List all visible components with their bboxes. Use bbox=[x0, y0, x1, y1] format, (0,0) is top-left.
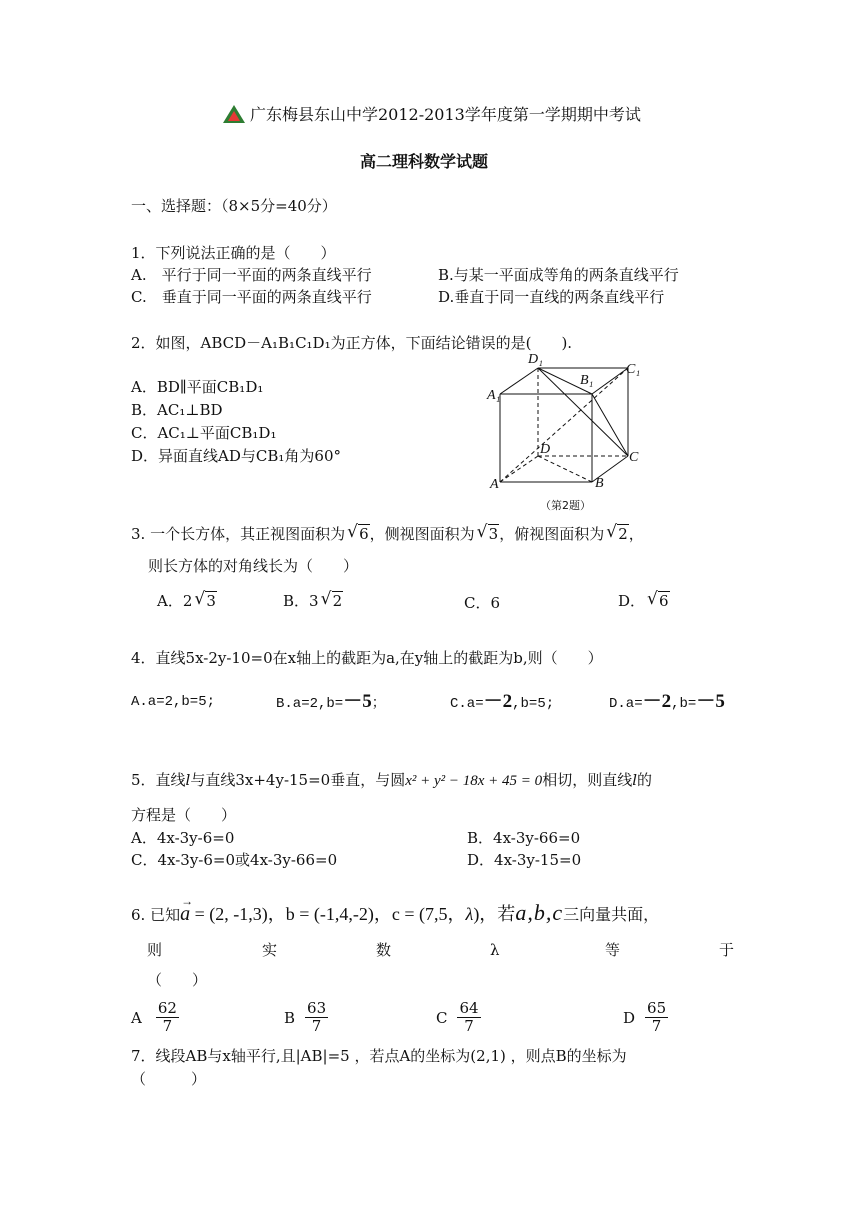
label-c: C bbox=[629, 450, 639, 465]
label-a1: A₁ bbox=[487, 388, 501, 403]
q7-line2: （ ） bbox=[131, 1070, 207, 1088]
q3-text-3: ，俯视图面积为 bbox=[499, 525, 605, 543]
sqrt-2: √ 2 bbox=[606, 522, 628, 543]
q7-stem: 7．线段AB与x轴平行,且|AB|=5 ，若点A的坐标为(2,1) ，则点B的坐标为 bbox=[131, 1047, 627, 1065]
q3-line2: 则长方体的对角线长为（ ） bbox=[148, 557, 359, 575]
q6-line2-w1: 实 bbox=[262, 941, 278, 959]
page-title: 高二理科数学试题 bbox=[360, 152, 489, 171]
q4-option-c: C.a=－2,b=5; bbox=[450, 691, 555, 712]
q2-option-d: D．异面直线AD与CB₁角为60° bbox=[131, 447, 341, 465]
school-exam-title: 广东梅县东山中学2012-2013学年度第一学期期中考试 bbox=[250, 105, 641, 124]
q6-option-d: D $\frac{65}{7}$ bbox=[623, 999, 667, 1035]
q2-stem: 2．如图，ABCD－A₁B₁C₁D₁为正方体，下面结论错误的是( ). bbox=[131, 334, 573, 352]
q3-option-b: B．3 √ 2 bbox=[283, 589, 343, 610]
q3-text-2: ，侧视图面积为 bbox=[369, 525, 475, 543]
label-d1: D₁ bbox=[528, 352, 543, 367]
q3-option-d: D． √ 6 bbox=[618, 589, 669, 610]
q1-option-d: D.垂直于同一直线的两条直线平行 bbox=[438, 288, 665, 306]
q1-stem: 1．下列说法正确的是（ ） bbox=[131, 244, 336, 262]
sqrt-3: √ 3 bbox=[476, 522, 499, 543]
q6-line2-w4: 等 bbox=[605, 941, 621, 959]
q4-stem: 4．直线5x-2y-10=0在x轴上的截距为a,在y轴上的截距为b,则（ ） bbox=[131, 649, 603, 667]
q3-option-c: C．6 bbox=[464, 594, 501, 612]
q5-option-b: B．4x-3y-66=0 bbox=[467, 829, 581, 847]
q5-option-c: C．4x-3y-6=0或4x-3y-66=0 bbox=[131, 851, 338, 869]
q6-line2-w5: 于 bbox=[719, 941, 735, 959]
q3-stem: 3. 一个长方体，其正视图面积为 √ 6，侧视图面积为 √ 3，俯视图面积为 √ 2， bbox=[131, 522, 644, 543]
q6-line2-w0: 则 bbox=[147, 941, 163, 959]
q1-option-c: C. 垂直于同一平面的两条直线平行 bbox=[131, 288, 372, 306]
q6-stem: 6. 已知→ a = (2, -1,3)，b = (-1,4,-2)，c = (7,5，λ)，若a,b,c三向量共面， bbox=[131, 903, 659, 925]
label-b1: B₁ bbox=[580, 373, 594, 388]
label-d: D bbox=[540, 442, 551, 457]
q5-line2: 方程是（ ） bbox=[131, 806, 237, 824]
q1-option-a: A. 平行于同一平面的两条直线平行 bbox=[131, 266, 372, 284]
section-title: 一、选择题：（8×5分=40分） bbox=[131, 197, 337, 215]
q6-line2-w2: 数 bbox=[376, 941, 392, 959]
q6-option-b: B $\frac{63}{7}$ bbox=[284, 999, 327, 1035]
q5-option-d: D．4x-3y-15=0 bbox=[467, 851, 582, 869]
q4-option-b: B.a=2,b=－5； bbox=[276, 691, 386, 712]
q5-stem: 5．直线l与直线3x+4y-15=0垂直，与圆x² + y² − 18x + 45 = 0相切，则直线l的 bbox=[131, 771, 653, 789]
figure-caption: （第2题） bbox=[540, 499, 591, 512]
label-c1: C₁ bbox=[626, 362, 641, 377]
q3-text-1: 3. 一个长方体，其正视图面积为 bbox=[131, 525, 346, 543]
q6-line3: （ ） bbox=[147, 971, 208, 989]
q3-option-a: A．2 √ 3 bbox=[157, 589, 216, 610]
q6-option-a: A $\frac{62}{7}$ bbox=[131, 999, 177, 1035]
q2-option-a: A．BD∥平面CB₁D₁ bbox=[131, 378, 264, 396]
q2-option-b: B．AC₁⊥BD bbox=[131, 401, 223, 419]
label-a: A bbox=[490, 477, 499, 492]
q6-line2-w3: λ bbox=[490, 941, 500, 959]
school-logo-icon bbox=[222, 104, 246, 124]
q2-option-c: C．AC₁⊥平面CB₁D₁ bbox=[131, 424, 277, 442]
q4-option-d: D.a=－2,b=－5 bbox=[609, 691, 725, 712]
q1-option-b: B.与某一平面成等角的两条直线平行 bbox=[438, 266, 679, 284]
q5-option-a: A．4x-3y-6=0 bbox=[131, 829, 235, 847]
q4-option-a: A.a=2,b=5; bbox=[131, 694, 216, 710]
q6-option-c: C $\frac{64}{7}$ bbox=[436, 999, 479, 1035]
label-b: B bbox=[595, 476, 604, 491]
sqrt-6: √ 6 bbox=[347, 522, 369, 543]
